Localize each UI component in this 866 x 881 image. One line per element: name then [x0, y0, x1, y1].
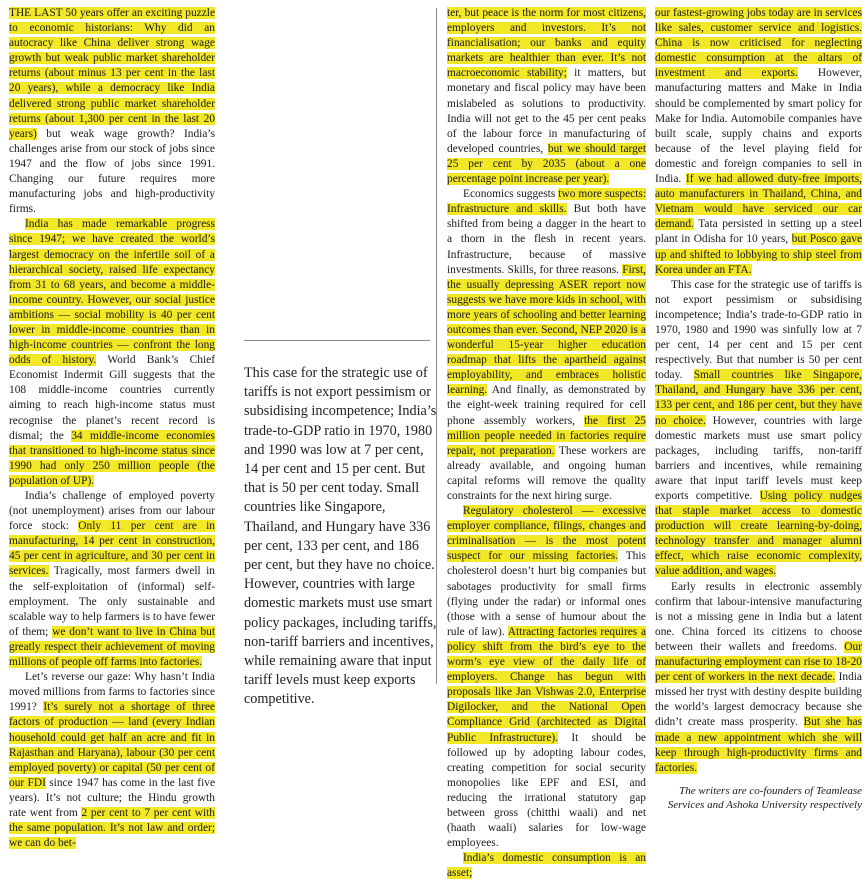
highlight: Attracting factories requires a policy shift from the bird’s eye to the worm’s eye view of the daily life of employers. Change has begun with proposals like Jan Vishwas 2.0, Enterprise Digilocker, and the National Open Compliance Grid (architected as Digital Public Infrastructure). [447, 625, 646, 744]
text: Tata persisted in setting up a steel plant in Odisha for 10 years, [655, 218, 862, 246]
text: but weak wage growth? India’s challenges arise from our stock of jobs since 1947 and the flow of jobs since 1991. Changing our future requires more manufacturing jobs and high-productivity firms. [9, 127, 215, 216]
highlight: the first 25 million people needed in factories require repair, not preparation. [447, 414, 646, 457]
paragraph-3 [9, 489, 215, 670]
text: Tragically, most farmers dwell in the self-exploitation of (informal) self-employment. The only sustainable and scalable way to help farmers is to have fewer of them; [9, 565, 215, 638]
text: India missed her tryst with destiny despite building the world’s largest democracy because she didn’t create mass prosperity. [655, 671, 862, 729]
text: However, countries with large domestic markets must use smart policy packages, including tariffs, non-tariff barriers and incentives, while remaining aware that input tariff levels must keep exports competitive. [655, 414, 862, 502]
highlight: two more suspects: Infrastructure and skills. [447, 188, 646, 216]
text: since 1947 has come in the last five years). It’s not culture; the Hindu growth rate went from [9, 776, 215, 819]
highlight: India has made remarkable progress since 1947; we have created the world’s largest democracy on the infertile soil of a hierarchical society, raised life expectancy from 31 to 68 years, and become a middle-income country. However, our social justice ambitions — social mobility is 40 per cent lower in middle-income countries than in high-income countries — confront the long odds of history. [9, 218, 215, 367]
paragraph-6 [447, 187, 646, 504]
text: It should be followed up by adopting labour codes, creating competition for social security monopolies like EPF and ESI, and reducing the irrational statutory gap between gross (chitthi waali) and net (haath waali) salaries for low-wage employees. [447, 731, 646, 850]
paragraph-1 [9, 6, 215, 217]
highlight: First, the usually depressing ASER report now suggests we have more kids in school, with more years of schooling and better learning outcomes than ever. Second, NEP 2020 is a wonderful 15-year higher education roadmap that lifts the apartheid against employability, and embraces holistic learning. [447, 263, 646, 397]
highlight: Only 11 per cent are in manufacturing, 14 per cent in construction, 45 per cent in agriculture, and 30 per cent in services. [9, 520, 215, 578]
text: This cholesterol doesn’t hurt big companies but sabotages productivity for small firms (flying under the radar) or informal ones (those with a sense of humour about the rule of law). [447, 550, 646, 638]
text: And finally, as demonstrated by the eight-week training required for cell phone assembly workers, [447, 384, 646, 427]
paragraph-7 [447, 504, 646, 851]
text: India’s challenge of employed poverty (not unemployment) arises from our labour force stock: [9, 490, 215, 533]
paragraph-5 [447, 6, 646, 187]
highlight: 2 per cent to 7 per cent with the same population. It’s not law and order; we can do bet- [9, 806, 215, 850]
article-column-2 [447, 6, 646, 881]
highlight: Regulatory cholesterol — excessive employer compliance, filings, changes and criminalisation — is the most potent suspect for our missing factories. [447, 505, 646, 563]
highlight: It’s surely not a shortage of three factors of production — land (every Indian household could get half an acre and fit in Rajasthan and Haryana), labour (30 per cent employed poverty) or capital (50 per cent of our FDI [9, 701, 215, 789]
article-column-3 [655, 6, 862, 812]
highlight: 34 middle-income economies that transitioned to high-income status since 1990 had only 250 million people (the population of UP). [9, 429, 215, 487]
paragraph-9 [655, 6, 862, 278]
text: But both have shifted from being a dagger in the heart to a thorn in the flesh in recent years. Infrastructure, because of massive investments. Skills, for three reasons. [447, 203, 646, 276]
pull-quote-rule [244, 340, 430, 341]
highlight: If we had allowed duty-free imports, auto manufacturers in Thailand, China, and Vietnam would have serviced our car demand. [655, 173, 862, 231]
pull-quote: This case for the strategic use of tariffs is not export pessimism or subsidising incompetence; India’s trade-to-GDP ratio in 1970, 1980 and 1990 was low at 7 per cent, 14 per cent and 15 per cent. But that is 50 per cent today. Small countries like Singapore, Thailand, and Hungary have 336 per cent, 133 per cent, and 186 per cent, but they have no choice. However, countries with large domestic markets must use smart policy packages, including tariffs, non-tariff barriers and incentives, while remaining aware that input tariff levels must keep exports competitive. [244, 365, 437, 708]
highlight: but Posco gave up and shifted to lobbying to ship steel from Korea under an FTA. [655, 233, 863, 276]
text: These workers are already available, and ongoing human capital reforms will remove the quality constraints for the next hiring surge. [447, 444, 646, 502]
text: This case for the strategic use of tariffs is not export pessimism or subsidising incompetence; India’s trade-to-GDP ratio in 1970, 1980 and 1990 was sinfully low at 7 per cent, 14 per cent and 15 per cent respectively. But that number is 50 per cent today. [655, 278, 862, 382]
text: Early results in electronic assembly confirm that labour-intensive manufacturing is not a missing gene in India but a latent one. China forced its citizens to choose between their wallets and freedoms. [655, 580, 862, 653]
paragraph-2 [9, 217, 215, 489]
highlight: THE LAST 50 years offer an exciting puzzle to economic historians: Why did an autocracy like China deliver strong wage growth but weak public market shareholder returns (about minus 13 per cent in the last 20 years), while a democracy like India delivered strong public market shareholder returns (about 1,300 per cent in the last 20 years) [9, 7, 215, 140]
text: it matters, but monetary and fiscal policy may have been mislabeled as solutions to productivity. India will not get to the 45 per cent peaks of the labour force in manufacturing of developed countries, [447, 67, 646, 155]
paragraph-8 [447, 851, 646, 881]
highlight: Our manufacturing employment can rise to 18-20 per cent of workers in the next decade. [655, 640, 862, 684]
author-credit: The writers are co-founders of Teamlease Services and Ashoka University respectively [667, 784, 862, 811]
highlight: But she has made a new appointment which she will keep through high-productivity firms and factories. [655, 716, 862, 774]
paragraph-10 [655, 278, 862, 580]
highlight: Small countries like Singapore, Thailand, and Hungary have 336 per cent, 133 per cent, and 186 per cent, but they have no choice. [655, 369, 862, 427]
article-column-1 [9, 6, 215, 851]
text: Economics suggests [463, 188, 559, 201]
paragraph-4 [9, 670, 215, 851]
highlight: Using policy nudges that staple market access to domestic production will create learning-by-doing, technology transfer and manager alumni effect, which raise economic complexity, value addition, and wages. [655, 490, 862, 578]
text: However, manufacturing matters and Make in India should be complemented by smart policy for Make for India. Automobile companies have built scale, supply chains and exports because of the level playing field for domestic and foreign companies to sell in India. [655, 67, 862, 186]
highlight: our fastest-growing jobs today are in services like sales, customer service and logistics. China is now criticised for neglecting domestic consumption at the altars of investment and exports. [655, 7, 862, 80]
highlight: ter, but peace is the norm for most citizens, employers and investors. It’s not financialisation; our banks and equity markets are healthier than ever. It’s not macroeconomic stability; [447, 7, 646, 80]
highlight: India’s domestic consumption is an asset; [447, 852, 646, 880]
highlight: we don’t want to live in China but greatly respect their achievement of moving millions of people off farms into factories. [9, 625, 216, 669]
text: Let’s reverse our gaze: Why hasn’t India moved millions from farms to factories since 1991? [9, 671, 215, 714]
text: World Bank’s Chief Economist Indermit Gill suggests that the 108 middle-income countries currently aiming to reach high-income status must recognise the planet’s recent record is dismal; the [9, 354, 215, 442]
paragraph-11 [655, 580, 862, 776]
highlight: but we should target 25 per cent by 2035 (about a one percentage point increase per year). [447, 142, 647, 186]
